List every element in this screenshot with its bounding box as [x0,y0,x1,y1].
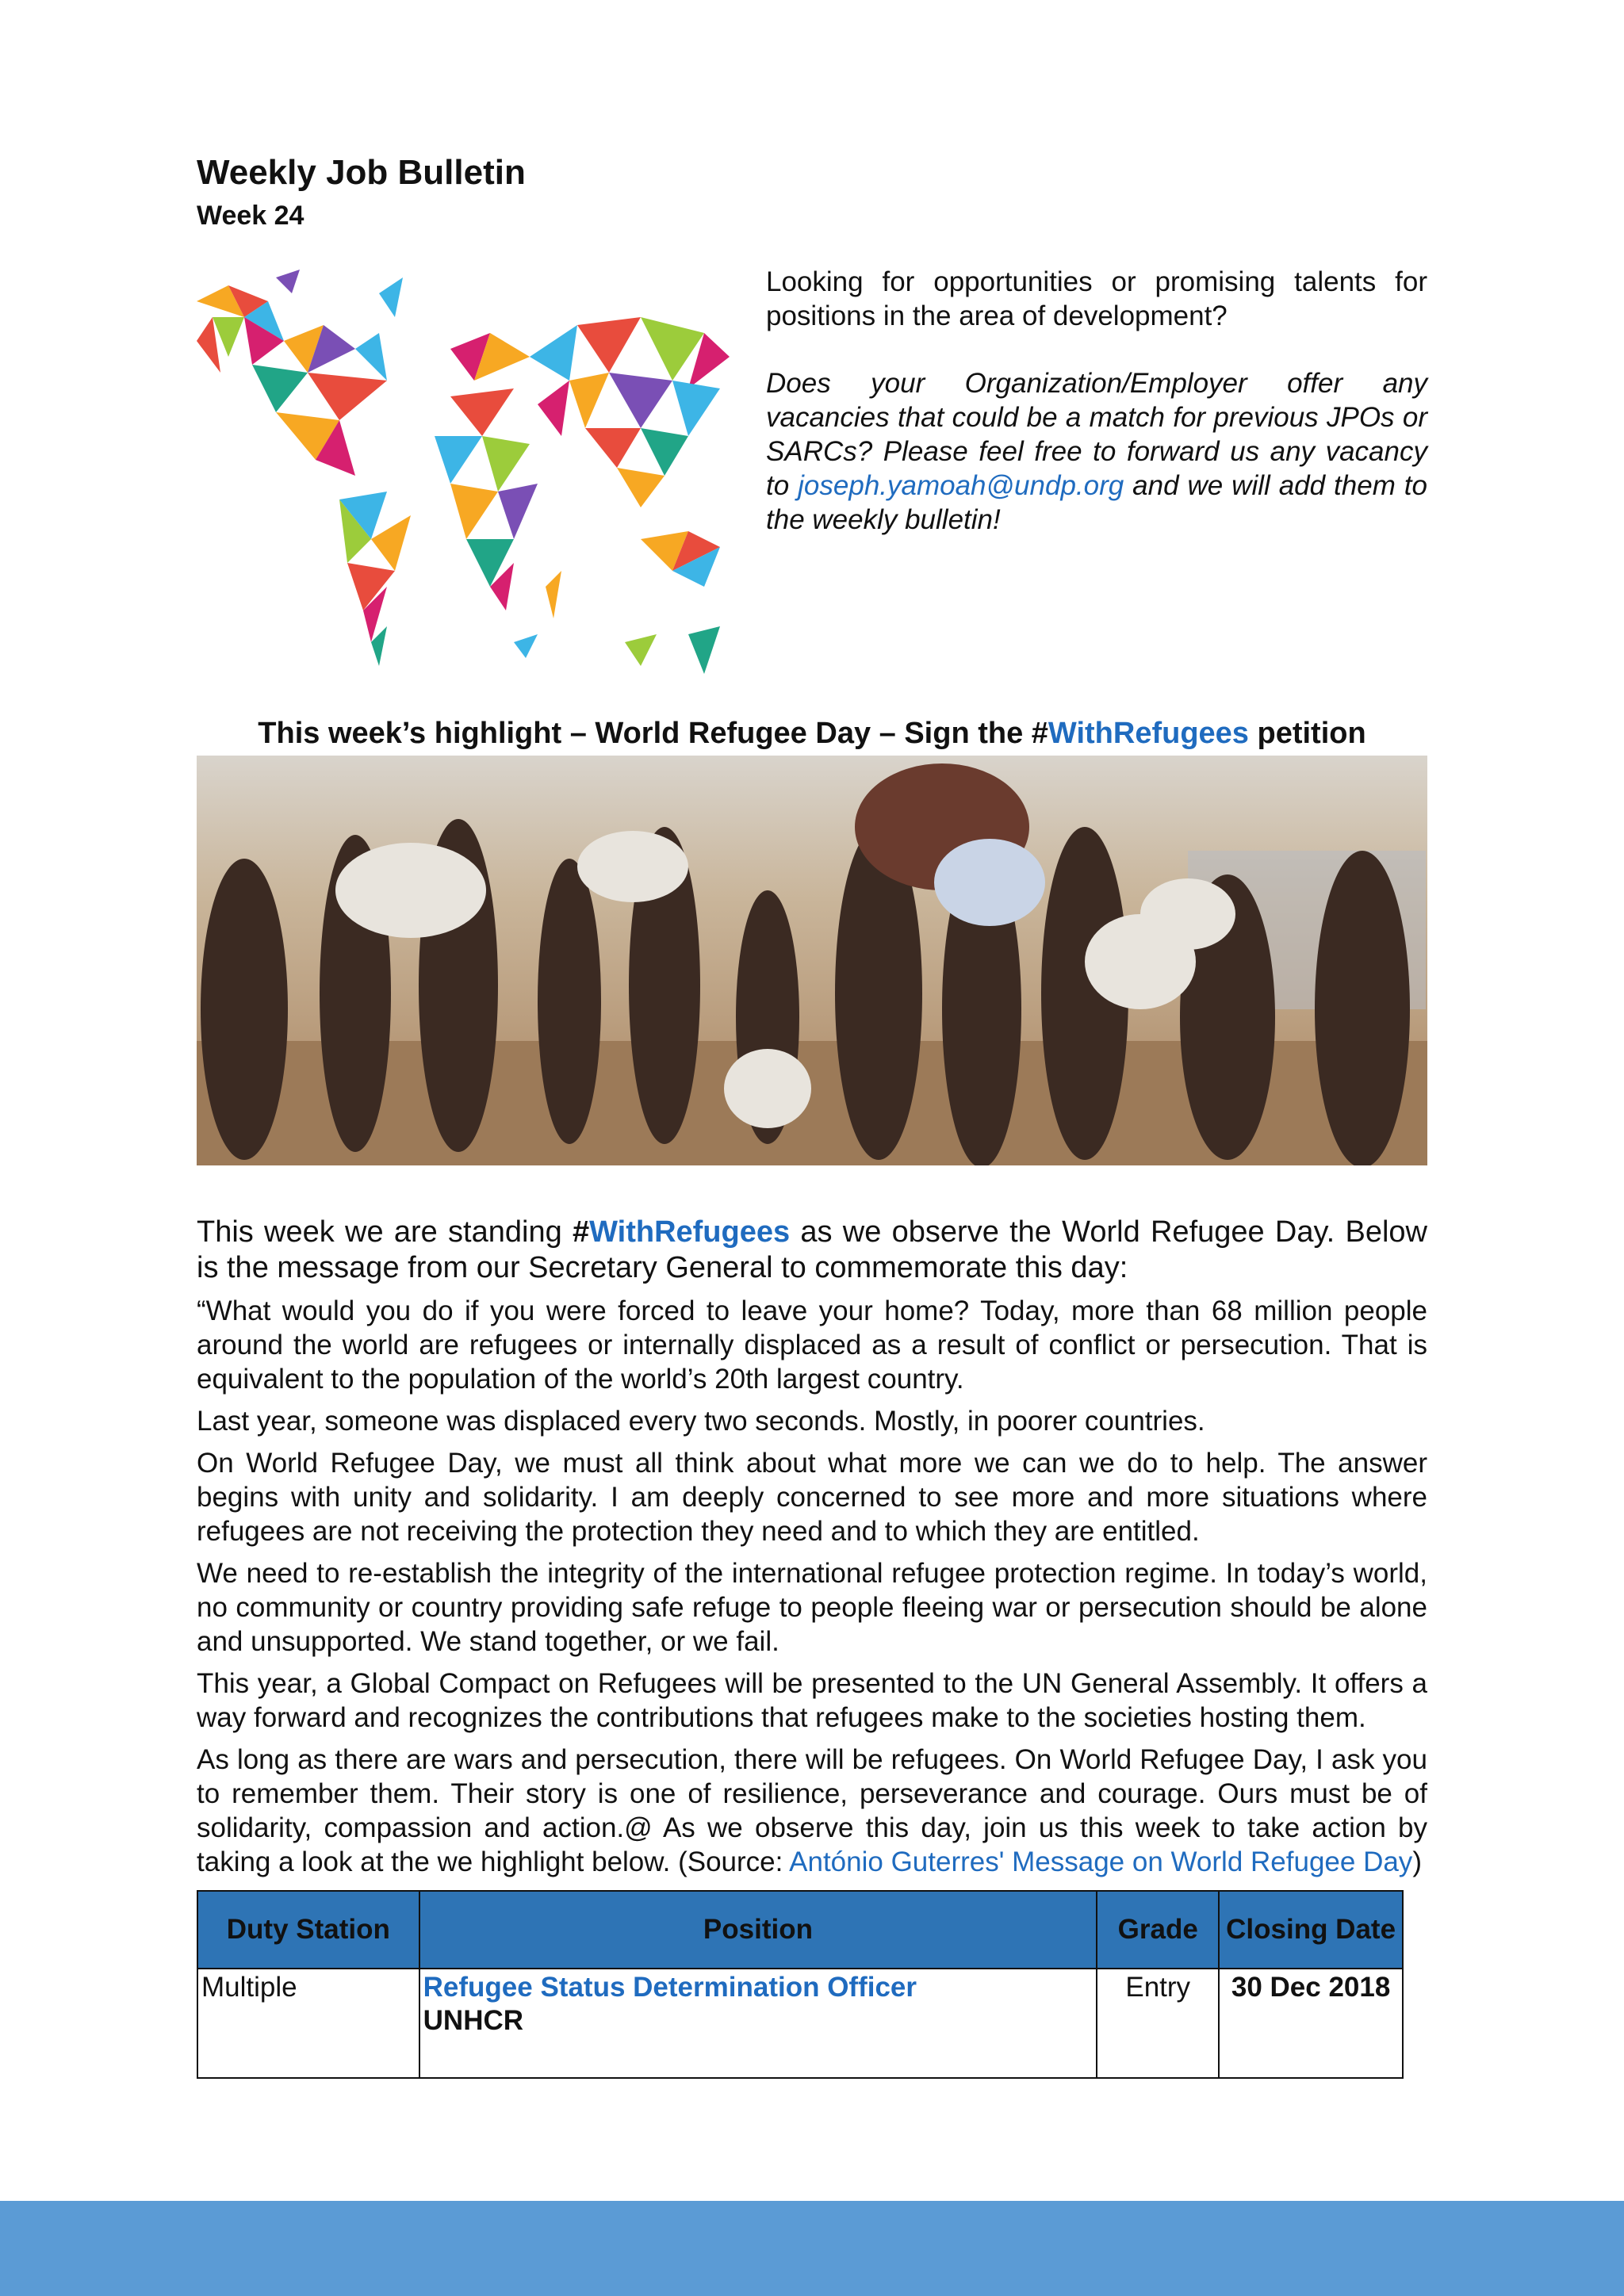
article-paragraph: “What would you do if you were forced to leave your home? Today, more than 68 million people around the world are refugees or internally displaced as a result of conflict or persecution. That is equivalent to the population of the world’s 20th largest country. [197,1295,1427,1395]
cell-duty-station: Multiple [197,1969,419,2078]
article-paragraph: Last year, someone was displaced every two seconds. Mostly, in poorer countries. [197,1406,1205,1437]
header-grade: Grade [1097,1891,1219,1969]
table-row [197,1969,1403,2078]
job-table [197,1890,1404,2079]
refugee-crowd-photo [197,756,1427,1165]
article-paragraph: On World Refugee Day, we must all think about what more we can we do to help. The answer begins with unity and solidarity. I am deeply concerned to see more and more situations where refugees are not receiving the protection they need and to which they are entitled. [197,1448,1427,1547]
highlight-heading-suffix: petition [1248,717,1366,750]
article-body [197,1215,1427,1887]
job-table-header-row [197,1891,1403,1969]
europe-africa-shapes [435,333,561,618]
bulletin-title: Weekly Job Bulletin [197,153,526,192]
article-lead-hash: # [572,1215,590,1249]
intro-call-to-action [766,366,1427,537]
article-last-text: As long as there are wars and persecution, there will be refugees. On World Refugee Day, I ask you to remember them. Their story is one of resilience, perseverance and courage. Ours must be of solidarity, compassion and action.@ As we observe this day, join us this week to take action by taking a look at the we highlight below. (Source: [197,1744,1427,1877]
intro-question: Looking for opportunities or promising talents for positions in the area of development? [766,266,1427,331]
article-paragraph: We need to re-establish the integrity of the international refugee protection regime. In today’s world, no community or country providing safe refuge to people fleeing war or persecution should be alone and unsupported. We stand together, or we fail. [197,1558,1427,1657]
header-duty-station: Duty Station [197,1891,419,1969]
bulletin-week: Week 24 [197,201,304,231]
contact-email-link[interactable]: joseph.yamoah@undp.org [798,470,1124,501]
cell-organization: UNHCR [423,2005,524,2036]
article-paragraph: This year, a Global Compact on Refugees will be presented to the UN General Assembly. It offers a way forward and recognizes the contributions that refugees make to the societies hosting them. [197,1668,1427,1733]
cell-closing-date: 30 Dec 2018 [1219,1969,1403,2078]
asia-shapes [530,317,730,507]
withrefugees-hashtag: WithRefugees [1048,717,1249,750]
source-link[interactable]: António Guterres' Message on World Refugee Day [789,1846,1413,1877]
oceania-shapes [514,531,720,674]
article-lead-hashtag: WithRefugees [589,1215,791,1249]
footer-band [0,2201,1624,2296]
position-link[interactable]: Refugee Status Determination Officer [423,1972,917,2003]
intro-call-after-email: and we will add them to the weekly bulletin! [766,470,1427,535]
article-lead-prefix: This week we are standing [197,1215,573,1249]
highlight-heading-prefix: This week’s highlight – World Refugee Day – Sign the # [258,717,1048,750]
source-close: ) [1412,1846,1422,1877]
article-lead [197,1215,1427,1286]
world-map-illustration [197,270,730,682]
intro-call-before-email: Does your Organization/Employer offer any vacancies that could be a match for previous JPOs or SARCs? Please feel free to forward us any vacancy to [766,368,1427,501]
north-america-shapes [197,270,403,476]
cell-position [419,1969,1097,2078]
cell-grade: Entry [1097,1969,1219,2078]
article-paragraph-last [197,1743,1427,1879]
highlight-heading [197,715,1427,752]
header-position: Position [419,1891,1097,1969]
south-america-shapes [339,492,411,666]
article-lead-suffix: as we observe the World Refugee Day. Below is the message from our Secretary General to commemorate this day: [197,1215,1427,1284]
header-closing-date: Closing Date [1219,1891,1403,1969]
intro-text [766,265,1427,570]
